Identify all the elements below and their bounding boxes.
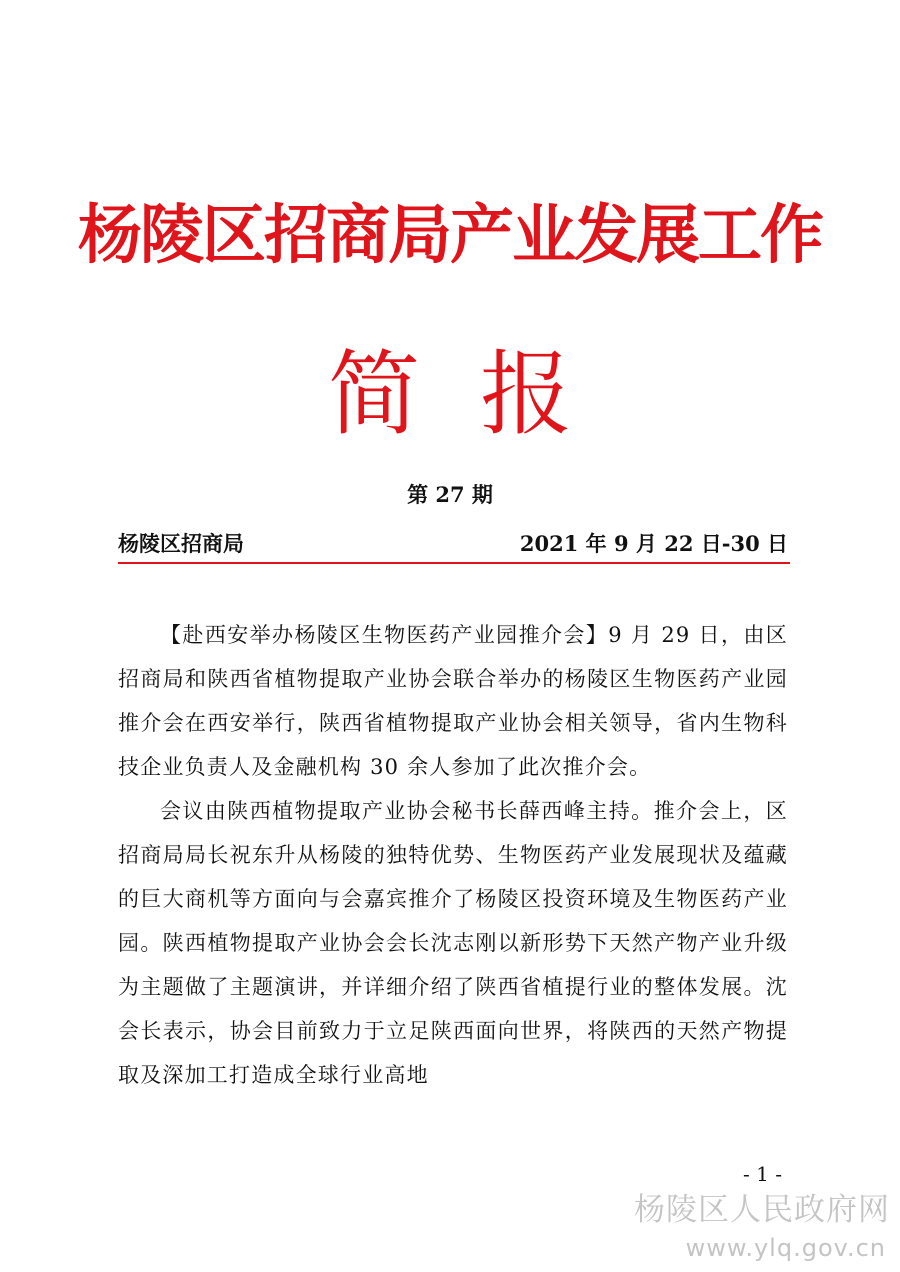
body-text: [118, 613, 788, 1097]
paragraph: 会议由陕西植物提取产业协会秘书长薛西峰主持。推介会上，区招商局局长祝东升从杨陵的独特优势、生物医药产业发展现状及蕴藏的巨大商机等方面向与会嘉宾推介了杨陵区投资环境及生物医药产业园。陕西植物提取产业协会会长沈志刚以新形势下天然产物产业升级为主题做了主题演讲，并详细介绍了陕西省植提行业的整体发展。沈会长表示，协会目前致力于立足陕西面向世界，将陕西的天然产物提取及深加工打造成全球行业高地: [118, 799, 788, 1087]
red-divider: [118, 562, 790, 564]
masthead-title: 杨陵区招商局产业发展工作: [78, 199, 822, 273]
watermark-site-name: 杨陵区人民政府网: [634, 1192, 890, 1228]
page-number: - 1 -: [743, 1162, 782, 1186]
watermark-url: www.ylq.gov.cn: [685, 1234, 886, 1262]
issue-number: 第 27 期: [407, 482, 493, 507]
masthead-subtitle: 简报: [327, 341, 632, 448]
meta-row: [118, 527, 788, 561]
issuing-organization: 杨陵区招商局: [118, 531, 244, 556]
paragraph: 【赴西安举办杨陵区生物医药产业园推介会】9 月 29 日，由区招商局和陕西省植物提取产业协会联合举办的杨陵区生物医药产业园推介会在西安举行，陕西省植物提取产业协会相关领导，省内生物科技企业负责人及金融机构 30 余人参加了此次推介会。: [118, 623, 788, 779]
date-range: 2021 年 9 月 22 日-30 日: [519, 531, 788, 556]
